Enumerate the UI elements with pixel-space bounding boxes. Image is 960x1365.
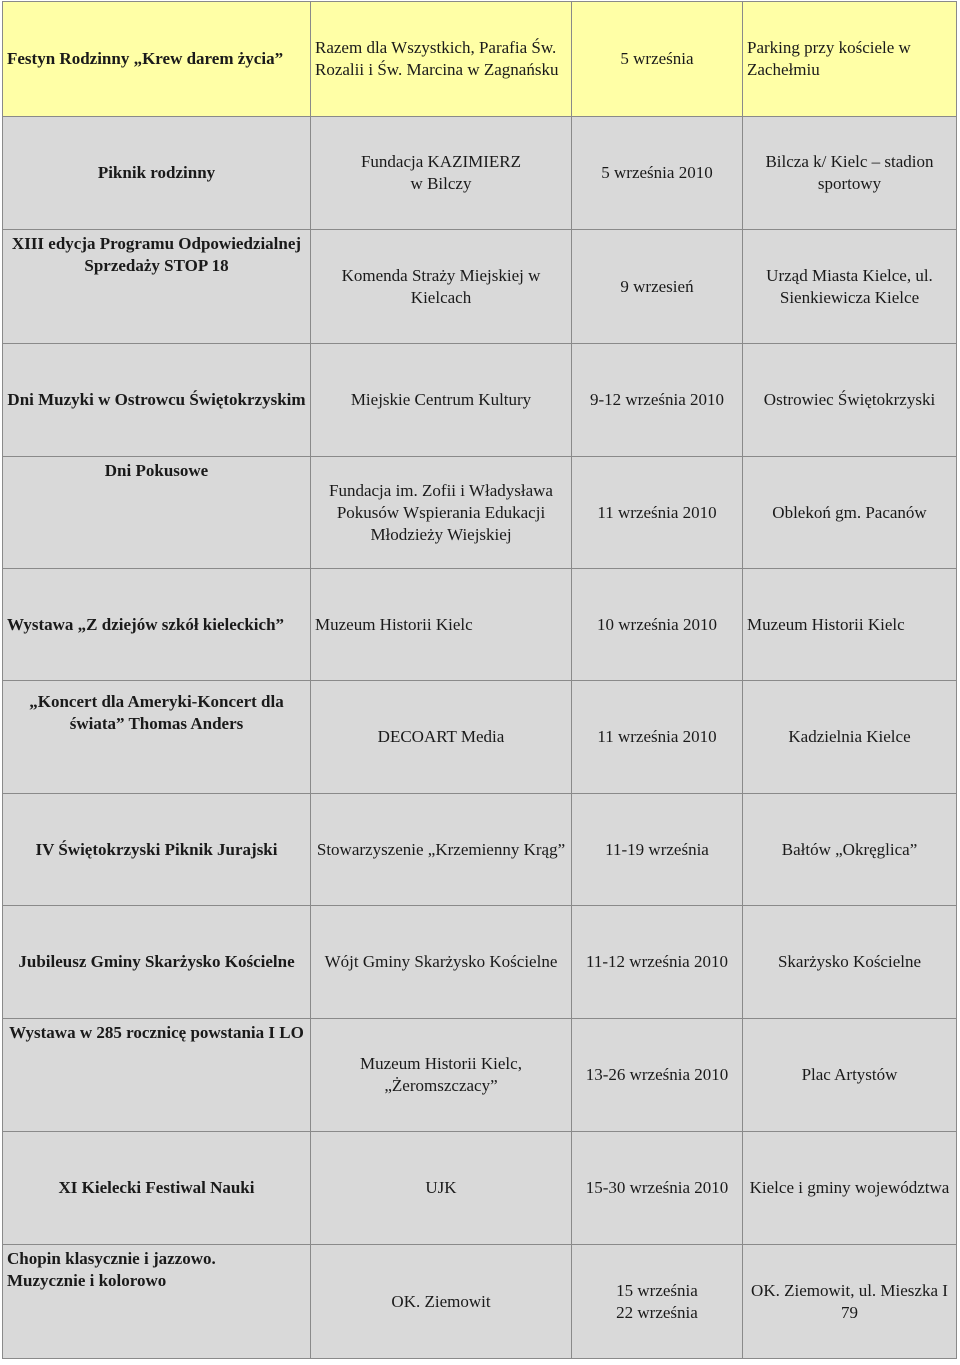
event-name: Dni Muzyki w Ostrowcu Świętokrzyskim (3, 344, 311, 457)
event-name: Jubileusz Gminy Skarżysko Kościelne (3, 906, 311, 1019)
table-row (3, 117, 957, 230)
table-row (3, 1019, 957, 1132)
event-name: IV Świętokrzyski Piknik Jurajski (3, 794, 311, 906)
event-date: 15 września 22 września (572, 1245, 743, 1359)
event-date: 9-12 września 2010 (572, 344, 743, 457)
event-name: XI Kielecki Festiwal Nauki (3, 1132, 311, 1245)
event-place: OK. Ziemowit, ul. Mieszka I 79 (743, 1245, 957, 1359)
event-place: Plac Artystów (743, 1019, 957, 1132)
table-row (3, 906, 957, 1019)
event-date: 11 września 2010 (572, 681, 743, 794)
event-name: Piknik rodzinny (3, 117, 311, 230)
event-organizer: Fundacja im. Zofii i Władysława Pokusów Wspierania Edukacji Młodzieży Wiejskiej (311, 457, 572, 569)
event-organizer: UJK (311, 1132, 572, 1245)
table-row (3, 569, 957, 681)
event-organizer: Muzeum Historii Kielc, „Żeromszczacy” (311, 1019, 572, 1132)
events-table (2, 1, 957, 1359)
event-organizer: Miejskie Centrum Kultury (311, 344, 572, 457)
event-name: Chopin klasycznie i jazzowo. Muzycznie i kolorowo (3, 1245, 311, 1359)
table-row (3, 2, 957, 117)
event-place: Muzeum Historii Kielc (743, 569, 957, 681)
event-organizer: OK. Ziemowit (311, 1245, 572, 1359)
event-date: 13-26 września 2010 (572, 1019, 743, 1132)
event-name: XIII edycja Programu Odpowiedzialnej Sprzedaży STOP 18 (3, 230, 311, 344)
event-organizer: Razem dla Wszystkich, Parafia Św. Rozalii i Św. Marcina w Zagnańsku (311, 2, 572, 117)
event-place: Bilcza k/ Kielc – stadion sportowy (743, 117, 957, 230)
event-place: Kielce i gminy województwa (743, 1132, 957, 1245)
event-name: Wystawa „Z dziejów szkół kieleckich” (3, 569, 311, 681)
table-row (3, 1132, 957, 1245)
event-organizer: DECOART Media (311, 681, 572, 794)
event-place: Oblekoń gm. Pacanów (743, 457, 957, 569)
event-date: 9 wrzesień (572, 230, 743, 344)
event-organizer: Fundacja KAZIMIERZ w Bilczy (311, 117, 572, 230)
event-organizer: Wójt Gminy Skarżysko Kościelne (311, 906, 572, 1019)
event-name: Festyn Rodzinny „Krew darem życia” (3, 2, 311, 117)
event-place: Parking przy kościele w Zachełmiu (743, 2, 957, 117)
event-organizer: Komenda Straży Miejskiej w Kielcach (311, 230, 572, 344)
event-date: 15-30 września 2010 (572, 1132, 743, 1245)
event-place: Ostrowiec Świętokrzyski (743, 344, 957, 457)
table-row (3, 1245, 957, 1359)
event-place: Skarżysko Kościelne (743, 906, 957, 1019)
event-place: Bałtów „Okręglica” (743, 794, 957, 906)
event-name: Wystawa w 285 rocznicę powstania I LO (3, 1019, 311, 1132)
event-date: 10 września 2010 (572, 569, 743, 681)
table-row (3, 230, 957, 344)
table-row (3, 344, 957, 457)
event-name: „Koncert dla Ameryki-Koncert dla świata” Thomas Anders (3, 681, 311, 794)
event-name: Dni Pokusowe (3, 457, 311, 569)
event-organizer: Stowarzyszenie „Krzemienny Krąg” (311, 794, 572, 906)
table-row (3, 457, 957, 569)
event-date: 5 września 2010 (572, 117, 743, 230)
event-date: 11-12 września 2010 (572, 906, 743, 1019)
event-place: Urząd Miasta Kielce, ul. Sienkiewicza Kielce (743, 230, 957, 344)
event-date: 5 września (572, 2, 743, 117)
event-place: Kadzielnia Kielce (743, 681, 957, 794)
table-row (3, 681, 957, 794)
event-organizer: Muzeum Historii Kielc (311, 569, 572, 681)
event-date: 11-19 września (572, 794, 743, 906)
table-row (3, 794, 957, 906)
event-date: 11 września 2010 (572, 457, 743, 569)
